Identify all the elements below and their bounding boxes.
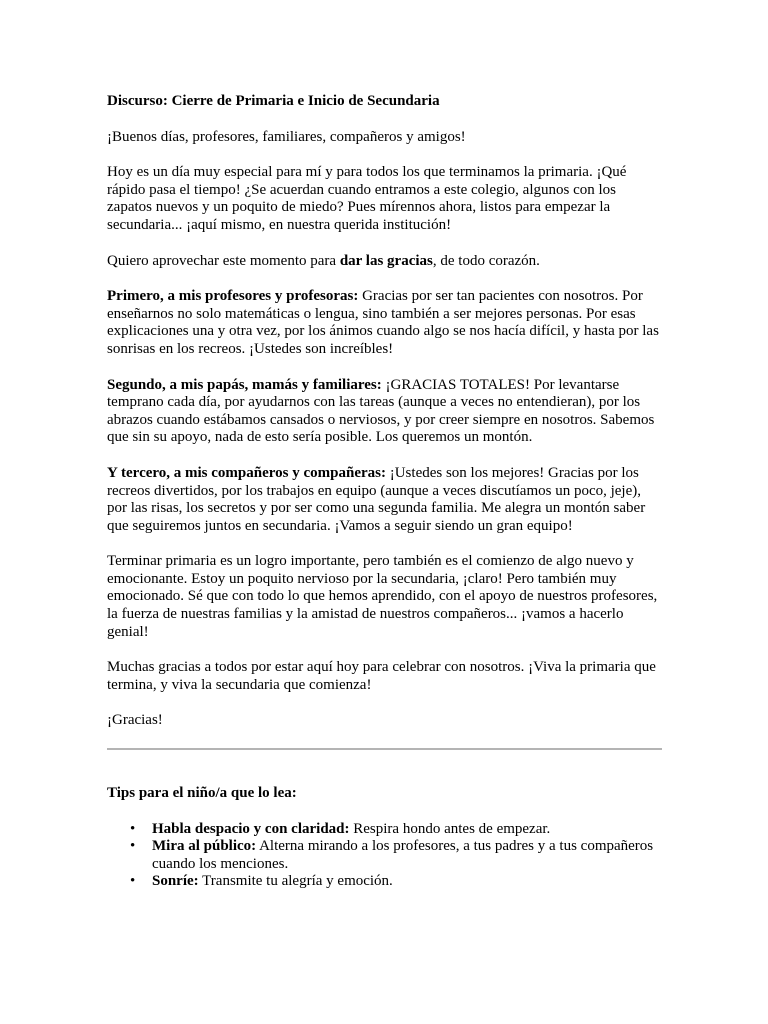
thanks-family-lead: Segundo, a mis papás, mamás y familiares:: [107, 376, 382, 393]
thanks-intro-after: , de todo corazón.: [432, 252, 540, 269]
horizontal-divider: [107, 748, 662, 750]
bullet-icon: •: [130, 873, 136, 890]
thanks-teachers-lead: Primero, a mis profesores y profesoras:: [107, 288, 359, 305]
greeting-paragraph: ¡Buenos días, profesores, familiares, compañeros y amigos!: [107, 128, 466, 145]
thanks-classmates-text: ¡Ustedes son los mejores! Gracias por los recreos divertidos, por los trabajos en equipo (aunque a veces discutíamos un poco, jeje), por las risas, los secretos y por ser como una segunda familia. Me alegra un montón saber que seguiremos juntos en secundaria. ¡Vamos a seguir siendo un gran equipo!: [107, 464, 646, 534]
thanks-family-text: ¡GRACIAS TOTALES! Por levantarse temprano cada día, por ayudarnos con las tareas (aunque a veces no entendieran), por los abrazos cuando estábamos cansados o nerviosos, y por creer siempre en nosotros. Sabemos que sin su apoyo, nada de esto sería posible. Los queremos un montón.: [107, 376, 655, 446]
bullet-icon: •: [130, 820, 136, 837]
thanks-intro-before: Quiero aprovechar este momento para: [107, 252, 340, 269]
thanks-classmates-lead: Y tercero, a mis compañeros y compañeras:: [107, 464, 386, 481]
tip-lead: Mira al público:: [152, 838, 257, 855]
list-item: [130, 838, 662, 873]
closing-paragraph-1: Terminar primaria es un logro importante, pero también es el comienzo de algo nuevo y emocionante. Estoy un poquito nervioso por la secundaria, ¡claro! Pero también muy emocionado. Sé que con todo lo que hemos aprendido, con el apoyo de nuestros profesores, la fuerza de nuestras familias y la amistad de nuestros compañeros... ¡vamos a hacerlo genial!: [107, 553, 658, 640]
bullet-icon: •: [130, 838, 136, 855]
sign-off: ¡Gracias!: [107, 712, 163, 729]
thanks-teachers-text: Gracias por ser tan pacientes con nosotros. Por enseñarnos no solo matemáticas o lengua, sino también a ser mejores personas. Por esas explicaciones una y otra vez, por los ánimos cuando algo se nos hacía difícil, y hasta por las sonrisas en los recreos. ¡Ustedes son increíbles!: [107, 288, 659, 357]
thanks-family-paragraph: [107, 377, 662, 447]
tip-lead: Habla despacio y con claridad:: [152, 820, 350, 837]
thanks-intro-bold: dar las gracias: [339, 252, 433, 269]
thanks-intro-paragraph: [107, 253, 662, 271]
tips-title: Tips para el niño/a que lo lea:: [107, 785, 297, 802]
tip-text: Respira hondo antes de empezar.: [349, 820, 551, 837]
closing-paragraph-2: Muchas gracias a todos por estar aquí hoy para celebrar con nosotros. ¡Viva la primaria que termina, y viva la secundaria que comienza!: [107, 659, 656, 693]
thanks-classmates-paragraph: [107, 465, 662, 535]
intro-paragraph: Hoy es un día muy especial para mí y para todos los que terminamos la primaria. ¡Qué rápido pasa el tiempo! ¿Se acuerdan cuando entramos a este colegio, algunos con los zapatos nuevos y un poquito de miedo? Pues mírennos ahora, listos para empezar la secundaria... ¡aquí mismo, en nuestra querida institución!: [107, 164, 627, 233]
tips-list: [107, 821, 662, 891]
tip-text: Transmite tu alegría y emoción.: [198, 873, 393, 890]
list-item: [130, 873, 662, 891]
speech-title: Discurso: Cierre de Primaria e Inicio de Secundaria: [107, 93, 440, 109]
list-item: [130, 820, 662, 839]
thanks-teachers-paragraph: [107, 288, 662, 358]
tip-lead: Sonríe:: [152, 873, 199, 890]
document-page: [107, 93, 662, 891]
tip-text: Alterna mirando a los profesores, a tus padres y a tus compañeros cuando los menciones.: [152, 838, 654, 872]
